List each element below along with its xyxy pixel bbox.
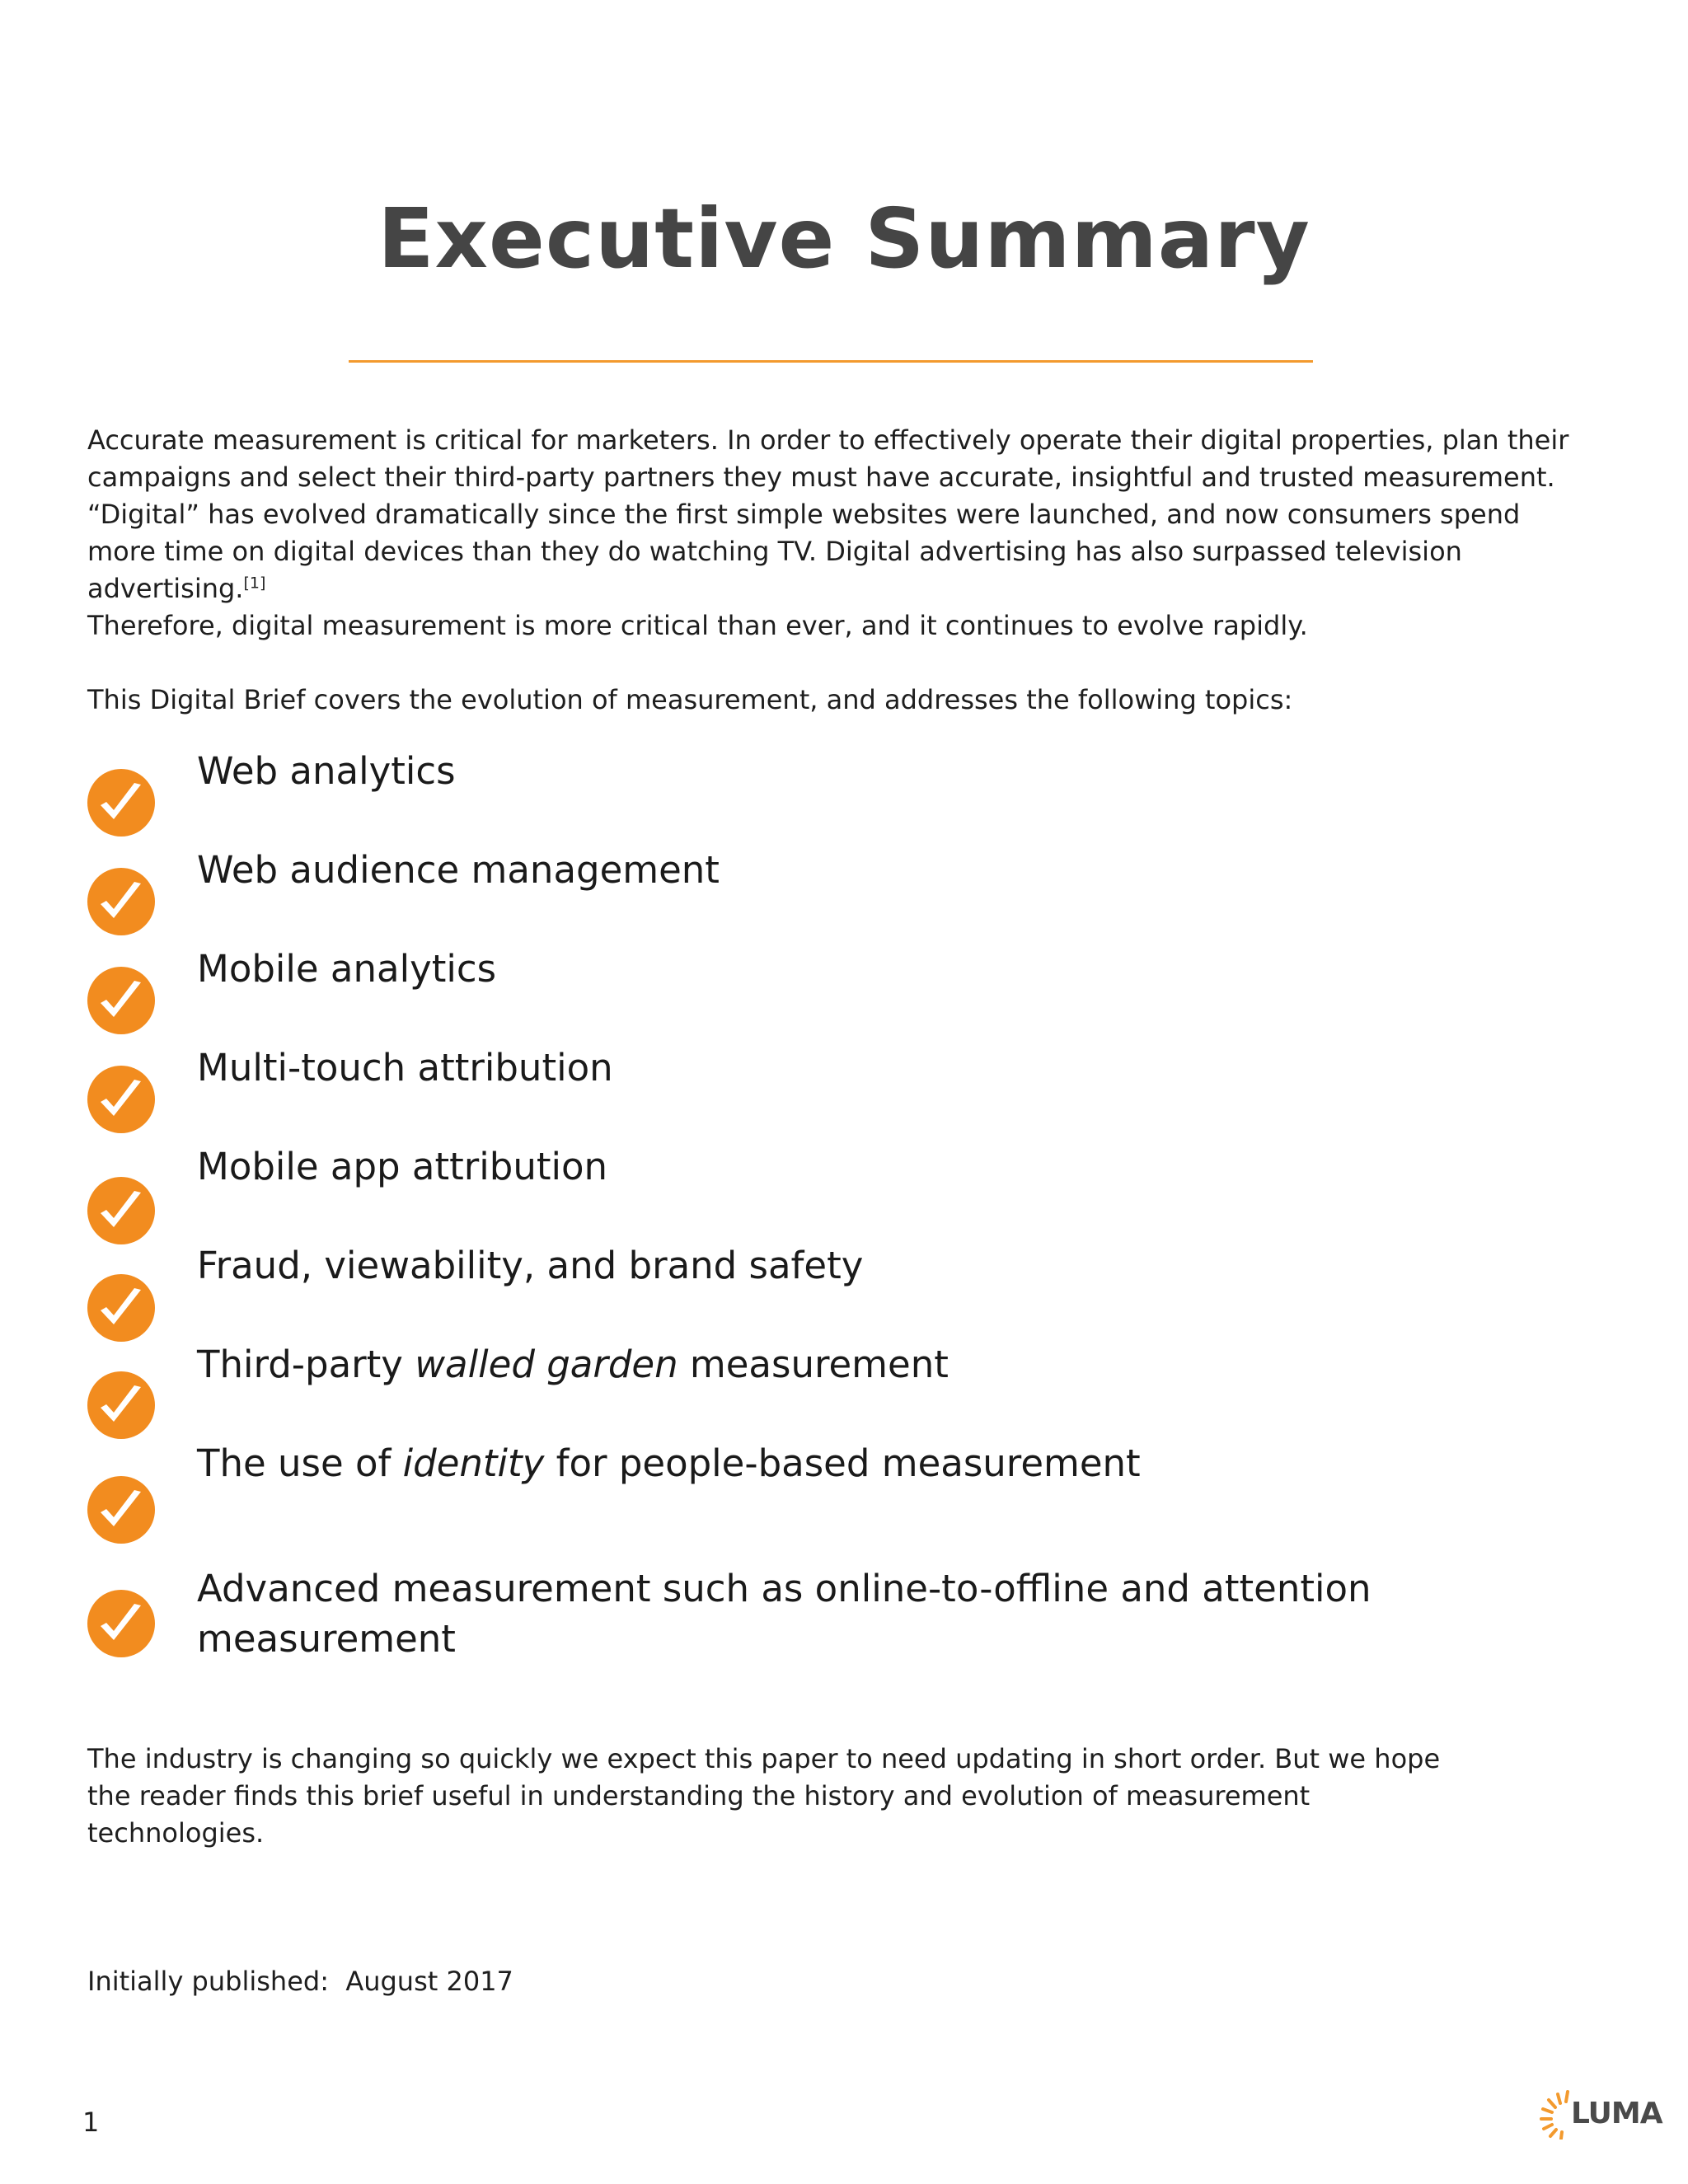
check-circle-icon (87, 1589, 156, 1658)
closing-paragraph: The industry is changing so quickly we expect this paper to need updating in short order. But we hope the reader finds this brief useful in understanding the history and evolution of measurement technologies. (87, 1743, 1441, 1849)
topic-item: Web analytics (197, 749, 456, 793)
topic-emphasis: walled garden (415, 1343, 678, 1386)
logo-wordmark: LUMA (1571, 2097, 1662, 2130)
check-circle-icon (87, 1273, 156, 1343)
luma-logo (1538, 2085, 1662, 2143)
check-circle-icon (87, 966, 156, 1035)
topic-emphasis: identity (402, 1441, 545, 1485)
topic-item: Mobile app attribution (197, 1145, 608, 1188)
footnote-marker: [1] (243, 574, 266, 593)
topic-item: Multi-touch attribution (197, 1046, 613, 1090)
topic-item (197, 1339, 1532, 1390)
intro-section (87, 422, 1596, 719)
publication-date: Initially published: August 2017 (87, 1966, 513, 1997)
intro-text-end: Therefore, digital measurement is more critical than ever, and it continues to evolve rapidly. (87, 610, 1308, 641)
topics-lead-in: This Digital Brief covers the evolution of measurement, and addresses the following topics: (87, 684, 1293, 715)
check-circle-icon (87, 1371, 156, 1440)
topic-item: Fraud, viewability, and brand safety (197, 1244, 864, 1287)
check-circle-icon (87, 867, 156, 936)
topic-item: Mobile analytics (197, 947, 497, 991)
topic-text: measurement (678, 1343, 949, 1386)
topic-item: Advanced measurement such as online-to-offline and attention measurement (197, 1567, 1372, 1661)
page-number: 1 (82, 2107, 100, 2138)
check-circle-icon (87, 768, 156, 837)
intro-text: Accurate measurement is critical for marketers. In order to effectively operate their digital properties, plan their campaigns and select their third-party partners they must have accurate, insightful and trusted measurement. “Digital” has evolved dramatically since the first simple websites were launched, and now consumers spend more time on digital devices than they do watching TV. Digital advertising has also surpassed television advertising. (87, 424, 1569, 604)
check-circle-icon (87, 1065, 156, 1134)
title-divider (349, 360, 1313, 363)
topic-item: Web audience management (197, 848, 720, 892)
page-title: Executive Summary (377, 190, 1311, 287)
topic-text: Third-party (197, 1343, 415, 1386)
topic-item (197, 1438, 1532, 1488)
topic-text: for people-based measurement (544, 1441, 1141, 1485)
check-circle-icon (87, 1475, 156, 1544)
intro-paragraph (87, 422, 1596, 644)
topic-text: The use of (197, 1441, 403, 1485)
check-circle-icon (87, 1176, 156, 1245)
